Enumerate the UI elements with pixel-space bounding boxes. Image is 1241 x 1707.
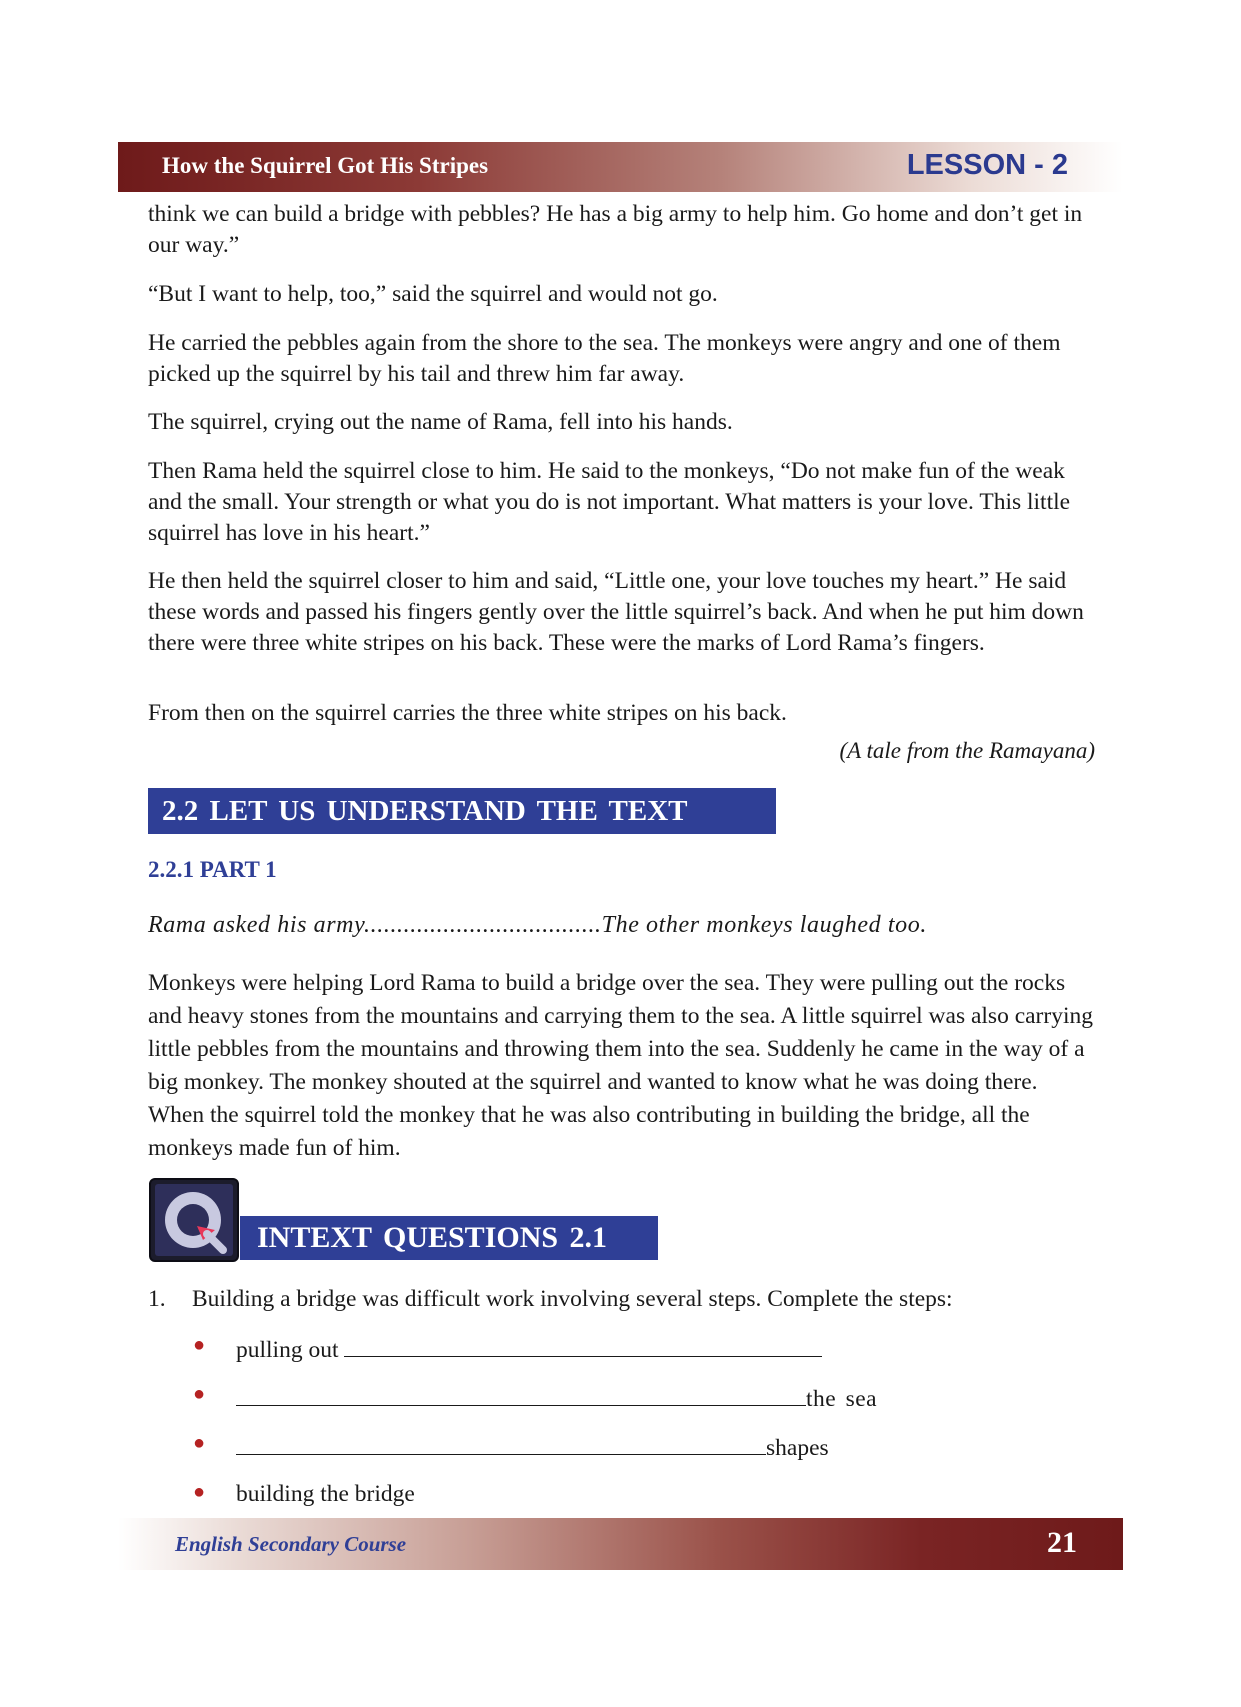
story-paragraph-7: From then on the squirrel carries the three white stripes on his back. xyxy=(148,700,787,726)
course-name: English Secondary Course xyxy=(175,1532,407,1556)
chapter-title: How the Squirrel Got His Stripes xyxy=(162,153,489,178)
page-number: 21 xyxy=(1047,1526,1077,1559)
bullet-icon: ● xyxy=(193,1334,206,1356)
question-number: 1. xyxy=(148,1286,166,1312)
story-attribution: (A tale from the Ramayana) xyxy=(839,738,1095,763)
story-paragraph-2: “But I want to help, too,” said the squirrel and would not go. xyxy=(148,281,718,307)
subsection-heading: 2.2.1 PART 1 xyxy=(148,857,277,882)
step-text: shapes xyxy=(766,1435,829,1461)
story-paragraph-4: The squirrel, crying out the name of Rama, fell into his hands. xyxy=(148,409,733,435)
lesson-label: LESSON - 2 xyxy=(906,149,1068,181)
story-paragraph-5: Then Rama held the squirrel close to him. He said to the monkeys, “Do not make fun of the weak and the small. Your strength or what you do is not important. What matters is your love. This little squirrel has love in his heart.” xyxy=(148,458,1071,546)
step-text: the sea xyxy=(806,1386,878,1412)
bullet-icon: ● xyxy=(193,1383,206,1405)
bullet-icon: ● xyxy=(193,1481,206,1503)
chapter-header xyxy=(118,142,1123,192)
story-paragraph-1: think we can build a bridge with pebbles? He has a big army to help him. Go home and don’t get in our way.” xyxy=(148,201,1083,258)
step-text: pulling out xyxy=(236,1337,339,1363)
summary-paragraph: Monkeys were helping Lord Rama to build a bridge over the sea. They were pulling out the rocks and heavy stones from the mountains and carrying them to the sea. A little squirrel was also carrying little pebbles from the mountains and throwing them into the sea. Suddenly he came in the way of a big monkey. The monkey shouted at the squirrel and wanted to know what he was doing there. When the squirrel told the monkey that he was also contributing in building the bridge, all the monkeys made fun of him. xyxy=(148,970,1093,1161)
story-paragraph-6: He then held the squirrel closer to him and said, “Little one, your love touches my heart.” He said these words and passed his fingers gently over the little squirrel’s back. And when he put him down there were three white stripes on his back. These were the marks of Lord Rama’s fingers. xyxy=(148,568,1084,656)
question-text: Building a bridge was difficult work involving several steps. Complete the steps: xyxy=(192,1286,953,1312)
question-q-icon xyxy=(149,1178,239,1262)
answer-blank[interactable] xyxy=(236,1432,766,1455)
answer-blank[interactable] xyxy=(344,1334,822,1357)
answer-blank[interactable] xyxy=(236,1383,806,1406)
story-paragraph-3: He carried the pebbles again from the shore to the sea. The monkeys were angry and one of them picked up the squirrel by his tail and threw him far away. xyxy=(148,330,1061,387)
bullet-icon: ● xyxy=(193,1432,206,1454)
section-heading: 2.2 LET US UNDERSTAND THE TEXT xyxy=(148,788,776,834)
intext-questions-heading: INTEXT QUESTIONS 2.1 xyxy=(240,1216,658,1260)
step-text: building the bridge xyxy=(236,1481,415,1507)
page-footer xyxy=(118,1518,1123,1570)
question-1 xyxy=(148,1286,953,1313)
text-excerpt: Rama asked his army....................................The other monkeys laughed too. xyxy=(148,912,927,938)
